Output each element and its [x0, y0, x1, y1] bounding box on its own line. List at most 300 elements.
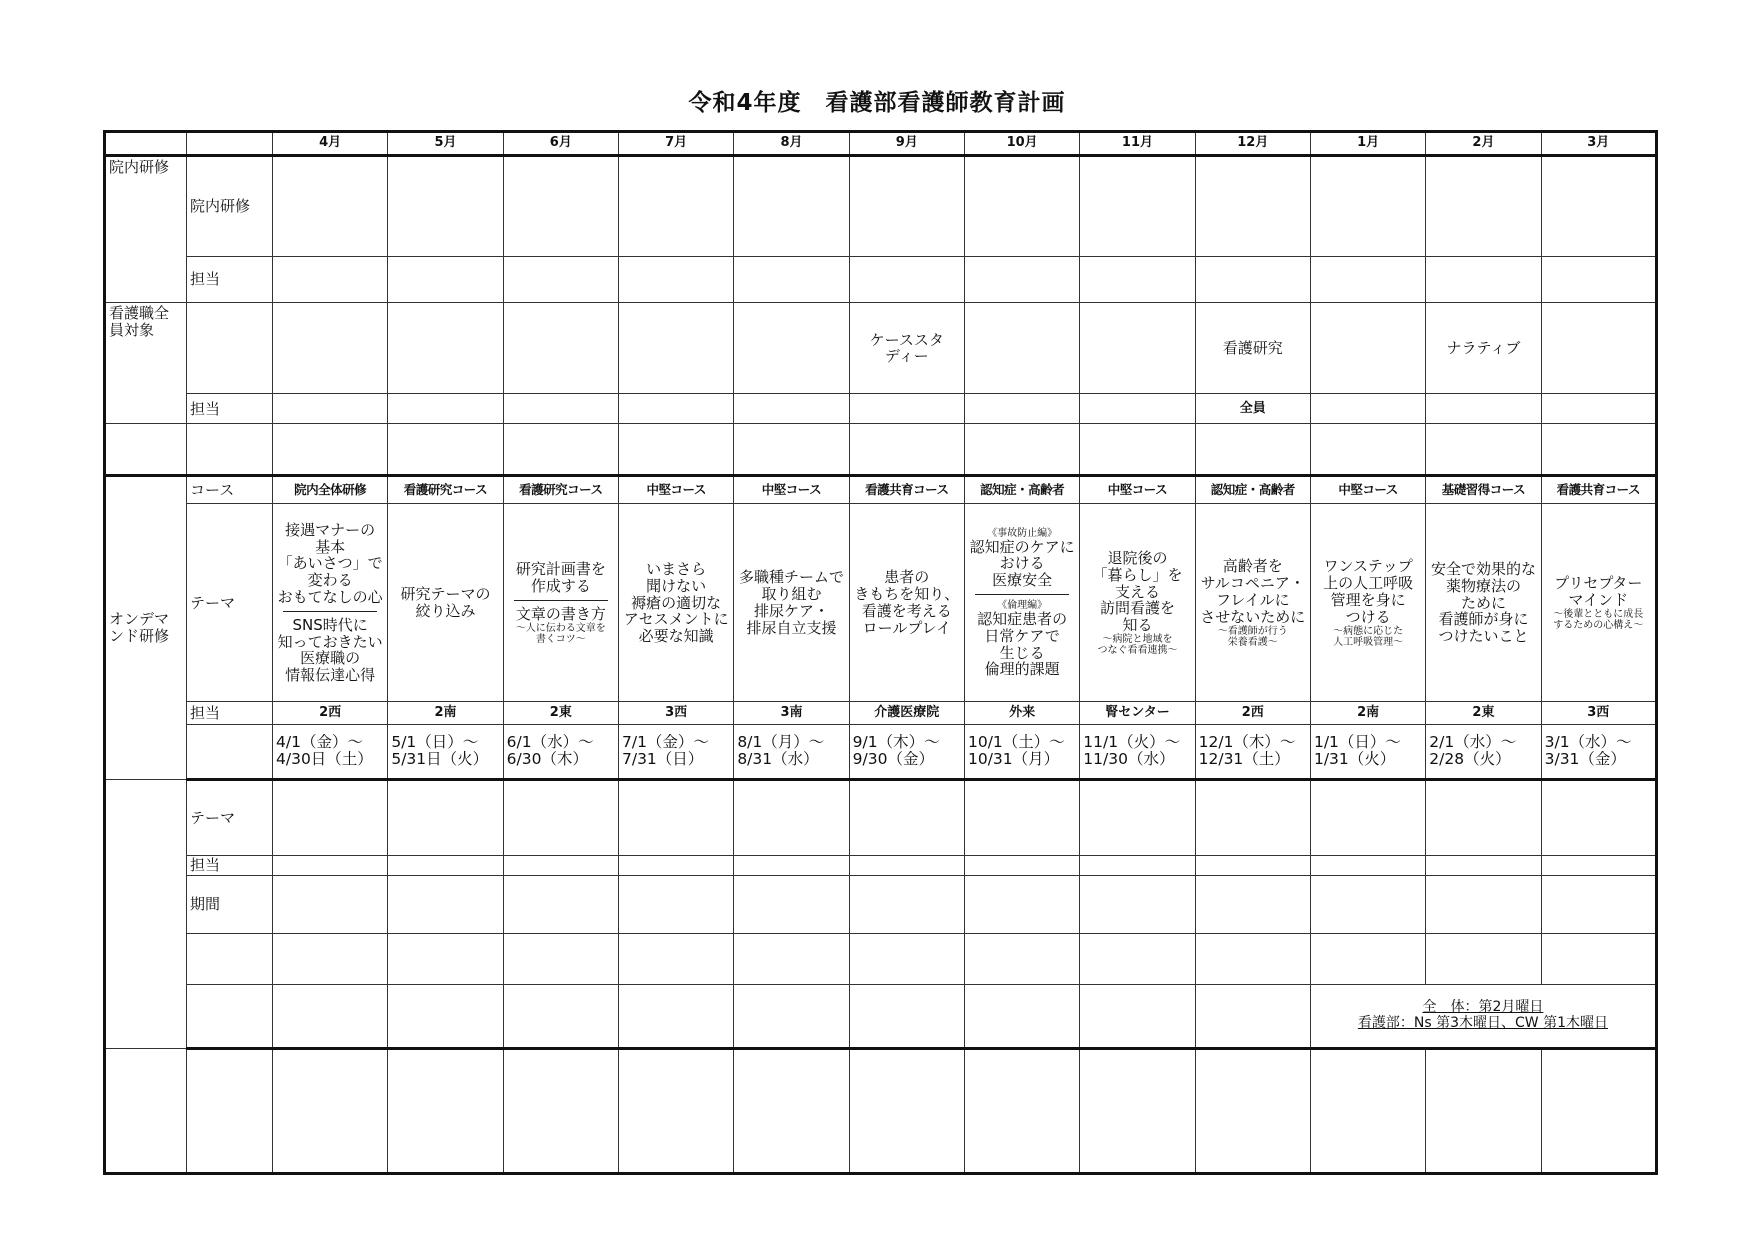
empty-cell — [1195, 933, 1310, 984]
group-empty — [105, 780, 187, 1049]
empty-cell — [1195, 256, 1310, 303]
empty-cell — [388, 1049, 503, 1174]
period-line: 8/1（月）～ — [737, 732, 825, 751]
theme-line: 聞けない — [646, 576, 707, 595]
theme-text — [1196, 558, 1310, 647]
empty-cell — [388, 933, 503, 984]
empty-cell — [734, 256, 849, 303]
period-line: 4/1（金）～ — [276, 732, 363, 751]
empty-cell — [734, 984, 849, 1048]
empty-cell — [734, 875, 849, 933]
period-line: 3/31（金） — [1544, 750, 1626, 769]
period-cell — [849, 724, 964, 780]
period-cell — [388, 724, 503, 780]
row-label-tanto: 担当 — [187, 702, 273, 724]
empty-cell — [1426, 394, 1541, 424]
empty-cell — [503, 256, 618, 303]
period-cell — [734, 724, 849, 780]
empty-cell — [503, 1049, 618, 1174]
row-label-innai: 院内研修 — [187, 156, 273, 256]
empty-cell — [187, 424, 273, 475]
group-label-zenin: 看護職全員対象 — [105, 303, 187, 424]
theme-cell — [1080, 504, 1195, 702]
theme-line: 看護師が身に — [1438, 610, 1529, 629]
empty-cell — [1195, 156, 1310, 256]
period-line: 12/1（木）～ — [1198, 732, 1296, 751]
tanto-dept: 腎センター — [1080, 702, 1195, 724]
period-line: 2/28（火） — [1429, 750, 1511, 769]
divider — [514, 600, 608, 601]
empty-cell — [1310, 256, 1425, 303]
empty-cell — [618, 156, 733, 256]
empty-cell — [1426, 933, 1541, 984]
theme-text — [504, 561, 618, 644]
theme-line: フレイルに — [1215, 590, 1290, 609]
theme-sub: ～看護師が行う — [1217, 625, 1288, 637]
row-label-tanto: 担当 — [187, 256, 273, 303]
period-line: 7/1（金）～ — [621, 732, 709, 751]
empty-cell — [1541, 394, 1656, 424]
empty-cell — [503, 855, 618, 875]
theme-line: 知る — [1122, 616, 1153, 635]
theme-line: 患者の — [884, 568, 930, 587]
theme-sub: 書くコツ～ — [535, 633, 586, 645]
theme-line: 管理を身に — [1330, 590, 1406, 609]
theme-line: 基本 — [315, 537, 346, 556]
period-line: 9/30（金） — [852, 750, 934, 769]
empty-cell — [1310, 780, 1425, 856]
month-header-9: 12月 — [1195, 132, 1310, 156]
month-header-5: 8月 — [734, 132, 849, 156]
theme-sub: ～人に伝わる文章を — [515, 622, 606, 634]
empty-cell — [849, 855, 964, 875]
theme-text — [1542, 575, 1655, 631]
row-label-tanto: 担当 — [187, 394, 273, 424]
tanto-dept: 2西 — [1195, 702, 1310, 724]
period-line: 2/1（水）～ — [1429, 732, 1517, 751]
theme-line: ために — [1460, 593, 1506, 612]
theme-line: させないために — [1200, 607, 1306, 626]
empty-cell — [1080, 875, 1195, 933]
empty-cell — [849, 1049, 964, 1174]
theme-line: 生じる — [999, 643, 1045, 662]
theme-text — [273, 522, 387, 684]
empty-cell — [273, 933, 388, 984]
empty-cell — [187, 984, 273, 1048]
theme-line: 「あいさつ」で — [277, 554, 383, 573]
theme-line: 認知症患者の — [977, 610, 1068, 629]
empty-cell — [1541, 855, 1656, 875]
empty-cell — [618, 256, 733, 303]
theme-line: 日常ケアで — [984, 626, 1060, 645]
theme-line: 必要な知識 — [638, 627, 714, 646]
theme-line: 変わる — [307, 571, 353, 590]
theme-cell — [273, 504, 388, 702]
period-line: 4/30日（土） — [276, 750, 373, 769]
training-item: 看護研究 — [1195, 303, 1310, 394]
theme-sub: ～病態に応じた — [1333, 625, 1404, 637]
empty-cell — [503, 933, 618, 984]
row-label-period: 期間 — [187, 875, 273, 933]
empty-cell — [964, 933, 1079, 984]
course-name: 看護研究コース — [503, 475, 618, 504]
course-name: 認知症・高齢者 — [1195, 475, 1310, 504]
month-header-11: 2月 — [1426, 132, 1541, 156]
theme-cell — [388, 504, 503, 702]
month-header-2: 5月 — [388, 132, 503, 156]
empty-cell — [388, 984, 503, 1048]
page-title: 令和4年度 看護部看護師教育計画 — [688, 90, 1066, 116]
empty-cell — [618, 933, 733, 984]
theme-text — [965, 528, 1079, 679]
theme-line: 倫理的課題 — [984, 660, 1060, 679]
theme-cell — [849, 504, 964, 702]
empty-cell — [1541, 256, 1656, 303]
empty-cell — [734, 1049, 849, 1174]
row-label-theme: テーマ — [187, 780, 273, 856]
period-line: 10/1（土）～ — [967, 732, 1065, 751]
theme-line: いまさら — [646, 559, 707, 578]
empty-cell — [105, 424, 187, 475]
tanto-dept: 2西 — [273, 702, 388, 724]
period-line: 5/31日（火） — [391, 750, 489, 769]
theme-line: ロールプレイ — [862, 618, 951, 637]
empty-cell — [964, 394, 1079, 424]
empty-cell — [1426, 1049, 1541, 1174]
training-item: ケーススタディー — [849, 303, 964, 394]
theme-cell — [964, 504, 1079, 702]
theme-text — [1426, 561, 1540, 645]
theme-cell — [1541, 504, 1656, 702]
theme-line: 医療安全 — [992, 571, 1053, 590]
empty-cell — [1426, 875, 1541, 933]
theme-line: 文章の書き方 — [515, 604, 606, 623]
theme-text — [388, 586, 502, 620]
course-name: 院内全体研修 — [273, 475, 388, 504]
empty-cell — [1195, 424, 1310, 475]
empty-cell — [273, 984, 388, 1048]
empty-cell — [1310, 303, 1425, 394]
period-line: 6/30（木） — [506, 750, 588, 769]
course-name: 看護共育コース — [849, 475, 964, 504]
empty-cell — [273, 780, 388, 856]
empty-cell — [187, 933, 273, 984]
period-line: 6/1（水）～ — [506, 732, 594, 751]
empty-cell — [187, 1049, 273, 1174]
note-line: 看護部：Ns 第3木曜日、CW 第1木曜日 — [1357, 1015, 1608, 1032]
empty-cell — [964, 984, 1079, 1048]
month-header-7: 10月 — [964, 132, 1079, 156]
course-name: 看護共育コース — [1541, 475, 1656, 504]
theme-line: 薬物療法の — [1445, 576, 1521, 595]
course-name: 基礎習得コース — [1426, 475, 1541, 504]
divider — [283, 611, 377, 612]
theme-line: 「暮らし」を — [1092, 565, 1183, 584]
empty-cell — [1310, 156, 1425, 256]
empty-cell — [1080, 156, 1195, 256]
meeting-note — [1310, 984, 1656, 1048]
empty-cell — [503, 424, 618, 475]
education-plan-table — [103, 130, 1658, 1175]
theme-line: アセスメントに — [623, 610, 729, 629]
empty-cell — [273, 875, 388, 933]
empty-cell — [187, 724, 273, 780]
empty-cell — [273, 394, 388, 424]
empty-cell — [1080, 855, 1195, 875]
theme-line: サルコペニア・ — [1200, 574, 1305, 593]
empty-cell — [1080, 256, 1195, 303]
theme-line: SNS時代に — [292, 615, 368, 634]
period-cell — [1310, 724, 1425, 780]
empty-cell — [105, 1049, 187, 1174]
empty-cell — [1541, 875, 1656, 933]
course-name: 認知症・高齢者 — [964, 475, 1079, 504]
empty-cell — [849, 156, 964, 256]
theme-line: 認知症のケアに — [969, 537, 1075, 556]
empty-cell — [503, 156, 618, 256]
theme-line: 上の人工呼吸 — [1323, 574, 1414, 593]
theme-line: 知っておきたい — [277, 632, 383, 651]
empty-cell — [1080, 303, 1195, 394]
empty-cell — [503, 394, 618, 424]
period-cell — [618, 724, 733, 780]
training-item: ナラティブ — [1426, 303, 1541, 394]
empty-cell — [1426, 156, 1541, 256]
theme-text — [619, 561, 733, 645]
empty-cell — [273, 156, 388, 256]
month-header-1: 4月 — [273, 132, 388, 156]
theme-line: 支える — [1114, 582, 1160, 601]
empty-cell — [734, 855, 849, 875]
theme-sub: 《倫理編》 — [997, 600, 1048, 612]
theme-line: 排尿ケア・ — [753, 601, 829, 620]
theme-sub: 栄養看護～ — [1227, 636, 1278, 648]
empty-cell — [273, 424, 388, 475]
course-name: 中堅コース — [1080, 475, 1195, 504]
theme-sub: 人工呼吸管理～ — [1333, 636, 1404, 648]
empty-cell — [734, 156, 849, 256]
empty-cell — [964, 156, 1079, 256]
theme-line: 訪問看護を — [1099, 599, 1175, 618]
period-cell — [964, 724, 1079, 780]
theme-line: 多職種チームで — [738, 568, 844, 587]
theme-line: おける — [999, 554, 1045, 573]
month-header-6: 9月 — [849, 132, 964, 156]
empty-cell — [964, 303, 1079, 394]
empty-cell — [964, 855, 1079, 875]
empty-cell — [964, 256, 1079, 303]
theme-sub: ～後輩とともに成長 — [1553, 608, 1644, 620]
theme-sub: つなぐ看看連携～ — [1097, 644, 1178, 656]
theme-text — [1080, 550, 1194, 656]
course-name: 中堅コース — [618, 475, 733, 504]
theme-line: 研究テーマの — [400, 585, 491, 604]
theme-text — [734, 569, 848, 636]
theme-line: 接遇マナーの — [285, 520, 376, 539]
period-cell — [1195, 724, 1310, 780]
divider — [975, 594, 1069, 595]
empty-cell — [1426, 424, 1541, 475]
period-line: 1/31（火） — [1313, 750, 1396, 769]
empty-cell — [618, 303, 733, 394]
theme-line: 取り組む — [761, 585, 822, 604]
empty-cell — [1541, 156, 1656, 256]
theme-line: 退院後の — [1107, 548, 1168, 567]
empty-cell — [503, 875, 618, 933]
empty-cell — [273, 303, 388, 394]
period-line: 11/30（水） — [1083, 750, 1175, 769]
empty-cell — [1080, 424, 1195, 475]
empty-cell — [187, 303, 273, 394]
theme-line: 情報伝達心得 — [285, 666, 376, 685]
empty-cell — [1310, 1049, 1425, 1174]
row-label-tanto: 担当 — [187, 855, 273, 875]
empty-cell — [1080, 780, 1195, 856]
empty-cell — [734, 933, 849, 984]
empty-cell — [1426, 855, 1541, 875]
period-line: 10/31（月） — [967, 750, 1060, 769]
tanto-dept: 2東 — [1426, 702, 1541, 724]
theme-line: つけたいこと — [1438, 627, 1529, 646]
tanto-dept: 3西 — [618, 702, 733, 724]
empty-cell — [734, 303, 849, 394]
period-line: 1/1（日）～ — [1313, 732, 1401, 751]
theme-line: ワンステップ — [1323, 557, 1413, 576]
theme-line: プリセプター — [1554, 574, 1643, 593]
empty-cell — [964, 780, 1079, 856]
month-header-12: 3月 — [1541, 132, 1656, 156]
theme-line: 医療職の — [300, 649, 361, 668]
theme-line: マインド — [1568, 590, 1629, 609]
course-name: 看護研究コース — [388, 475, 503, 504]
course-name: 中堅コース — [734, 475, 849, 504]
empty-cell — [388, 256, 503, 303]
month-header-3: 6月 — [503, 132, 618, 156]
empty-cell — [1080, 394, 1195, 424]
empty-cell — [388, 780, 503, 856]
empty-cell — [388, 855, 503, 875]
empty-cell — [1541, 303, 1656, 394]
group-label-innai: 院内研修 — [105, 156, 187, 303]
theme-line: 研究計画書を — [515, 560, 606, 579]
theme-text — [850, 569, 964, 636]
theme-cell — [1310, 504, 1425, 702]
empty-cell — [964, 424, 1079, 475]
empty-cell — [503, 303, 618, 394]
empty-cell — [273, 855, 388, 875]
theme-line: 排尿自立支援 — [746, 618, 837, 637]
tanto-dept: 2南 — [1310, 702, 1425, 724]
theme-cell — [734, 504, 849, 702]
empty-cell — [1310, 394, 1425, 424]
tanto-dept: 2東 — [503, 702, 618, 724]
empty-cell — [1080, 984, 1195, 1048]
empty-cell — [1080, 933, 1195, 984]
note-line: 全 体：第2月曜日 — [1422, 999, 1544, 1016]
period-line: 9/1（木）～ — [852, 732, 940, 751]
empty-cell — [1426, 256, 1541, 303]
theme-cell — [618, 504, 733, 702]
empty-cell — [849, 424, 964, 475]
empty-cell — [734, 394, 849, 424]
empty-cell — [618, 855, 733, 875]
group-label-ondemand: オンデマンド研修 — [105, 475, 187, 780]
empty-cell — [1195, 984, 1310, 1048]
tanto-dept: 介護医療院 — [849, 702, 964, 724]
theme-line: きもちを知り、 — [854, 585, 960, 604]
empty-cell — [618, 875, 733, 933]
tanto-dept: 2南 — [388, 702, 503, 724]
empty-cell — [388, 875, 503, 933]
tanto-dept: 外来 — [964, 702, 1079, 724]
period-cell — [503, 724, 618, 780]
period-cell — [1080, 724, 1195, 780]
empty-cell — [1426, 780, 1541, 856]
theme-line: 作成する — [530, 577, 591, 596]
month-header-4: 7月 — [618, 132, 733, 156]
empty-cell — [388, 156, 503, 256]
month-header-10: 1月 — [1310, 132, 1425, 156]
period-line: 7/31（日） — [621, 750, 704, 769]
empty-cell — [618, 394, 733, 424]
empty-cell — [1310, 424, 1425, 475]
corner-cell — [105, 132, 187, 156]
theme-line: 褥瘡の適切な — [631, 593, 722, 612]
empty-cell — [1195, 875, 1310, 933]
empty-cell — [734, 424, 849, 475]
theme-line: 高齢者を — [1222, 557, 1283, 576]
month-header-8: 11月 — [1080, 132, 1195, 156]
row-label-course: コース — [187, 475, 273, 504]
period-line: 3/1（水）～ — [1544, 732, 1632, 751]
empty-cell — [503, 984, 618, 1048]
empty-cell — [1310, 933, 1425, 984]
period-cell — [1541, 724, 1656, 780]
empty-cell — [849, 984, 964, 1048]
empty-cell — [388, 424, 503, 475]
theme-sub: するための心構え～ — [1553, 619, 1644, 631]
period-line: 12/31（土） — [1198, 750, 1290, 769]
empty-cell — [1541, 933, 1656, 984]
theme-line: つける — [1345, 607, 1391, 626]
period-cell — [273, 724, 388, 780]
empty-cell — [1080, 1049, 1195, 1174]
empty-cell — [503, 780, 618, 856]
theme-cell — [503, 504, 618, 702]
empty-cell — [618, 984, 733, 1048]
tanto-dept: 3西 — [1541, 702, 1656, 724]
empty-cell — [1310, 855, 1425, 875]
empty-cell — [273, 1049, 388, 1174]
empty-cell — [849, 780, 964, 856]
empty-cell — [1195, 1049, 1310, 1174]
empty-cell — [1310, 875, 1425, 933]
empty-cell — [849, 875, 964, 933]
tanto-dept: 3南 — [734, 702, 849, 724]
period-cell — [1426, 724, 1541, 780]
empty-cell — [1541, 424, 1656, 475]
empty-cell — [618, 1049, 733, 1174]
theme-line: おもてなしの心 — [277, 588, 383, 607]
empty-cell — [1541, 1049, 1656, 1174]
empty-cell — [849, 933, 964, 984]
empty-cell — [1541, 780, 1656, 856]
empty-cell — [618, 780, 733, 856]
theme-line: 看護を考える — [861, 601, 952, 620]
empty-cell — [388, 394, 503, 424]
row-label-theme: テーマ — [187, 504, 273, 702]
empty-cell — [1195, 855, 1310, 875]
